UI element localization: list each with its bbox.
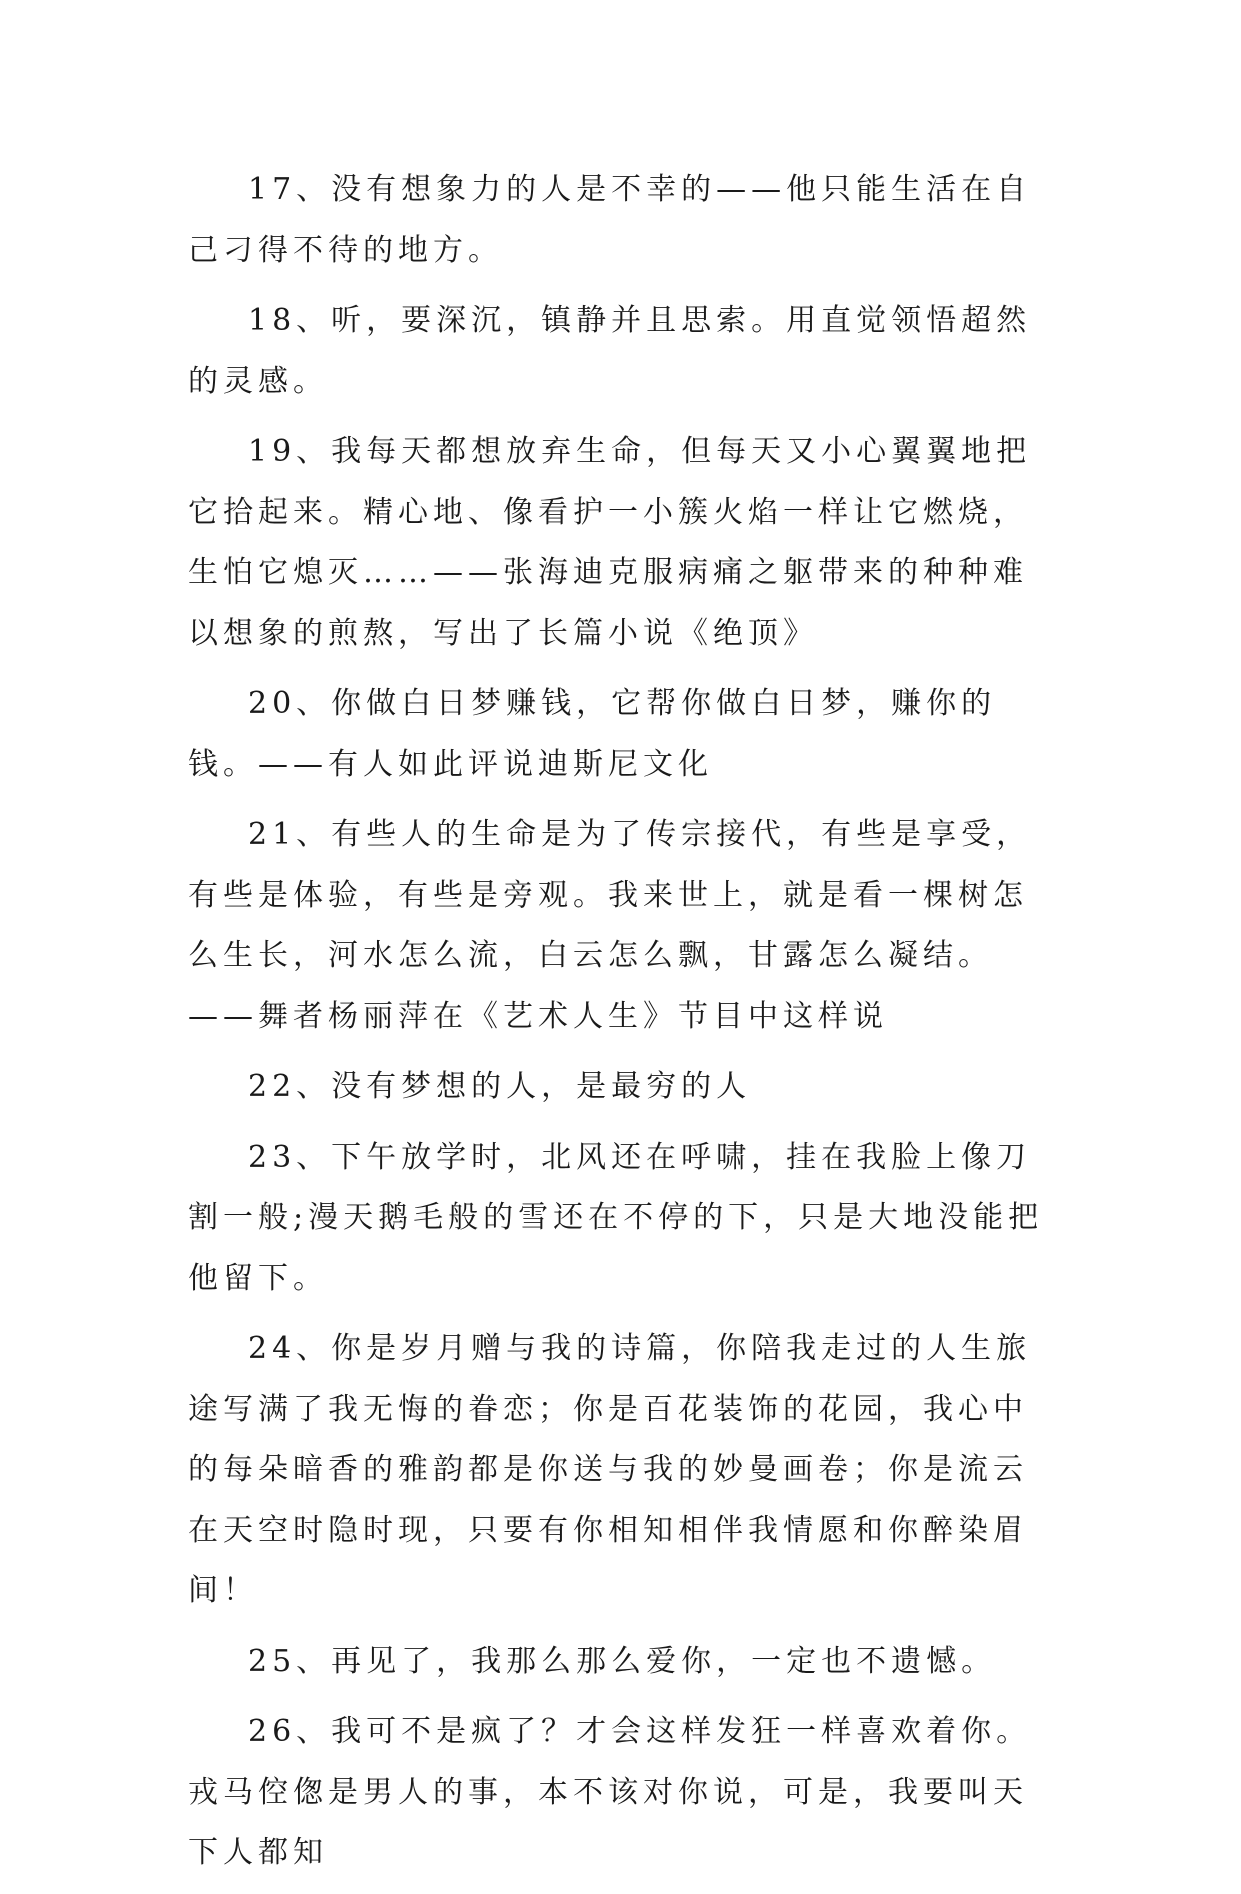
paragraph-18: 18、听，要深沉，镇静并且思索。用直觉领悟超然的灵感。 [188,303,1032,399]
paragraph-23: 23、下午放学时，北风还在呼啸，挂在我脸上像刀割一般;漫天鹅毛般的雪还在不停的下，只是大地没能把他留下。 [188,1139,1044,1296]
paragraph-25: 25、再见了，我那么那么爱你，一定也不遗憾。 [248,1643,997,1679]
paragraph-24: 24、你是岁月赠与我的诗篇，你陪我走过的人生旅途写满了我无悔的眷恋；你是百花装饰的花园，我心中的每朵暗香的雅韵都是你送与我的妙曼画卷；你是流云在天空时隐时现，只要有你相知相伴我情愿和你醉染眉间！ [188,1331,1032,1608]
paragraph-20: 20、你做白日梦赚钱，它帮你做白日梦，赚你的钱。——有人如此评说迪斯尼文化 [188,686,997,782]
paragraph-17: 17、没有想象力的人是不幸的——他只能生活在自己刁得不待的地方。 [188,172,1032,268]
paragraph-26: 26、我可不是疯了？才会这样发狂一样喜欢着你。戎马倥偬是男人的事，本不该对你说，可是，我要叫天下人都知 [188,1714,1032,1870]
paragraph-21: 21、有些人的生命是为了传宗接代，有些是享受，有些是体验，有些是旁观。我来世上，就是看一棵树怎么生长，河水怎么流，白云怎么飘，甘露怎么凝结。 ——舞者杨丽萍在《艺术人生》节目中这样说 [188,817,1032,1034]
paragraph-19: 19、我每天都想放弃生命，但每天又小心翼翼地把它拾起来。精心地、像看护一小簇火焰一样让它燃烧，生怕它熄灭……——张海迪克服病痛之躯带来的种种难以想象的煎熬，写出了长篇小说《绝顶》 [188,434,1032,651]
document-body [188,160,1053,1894]
paragraph-22: 22、没有梦想的人，是最穷的人 [248,1069,752,1104]
